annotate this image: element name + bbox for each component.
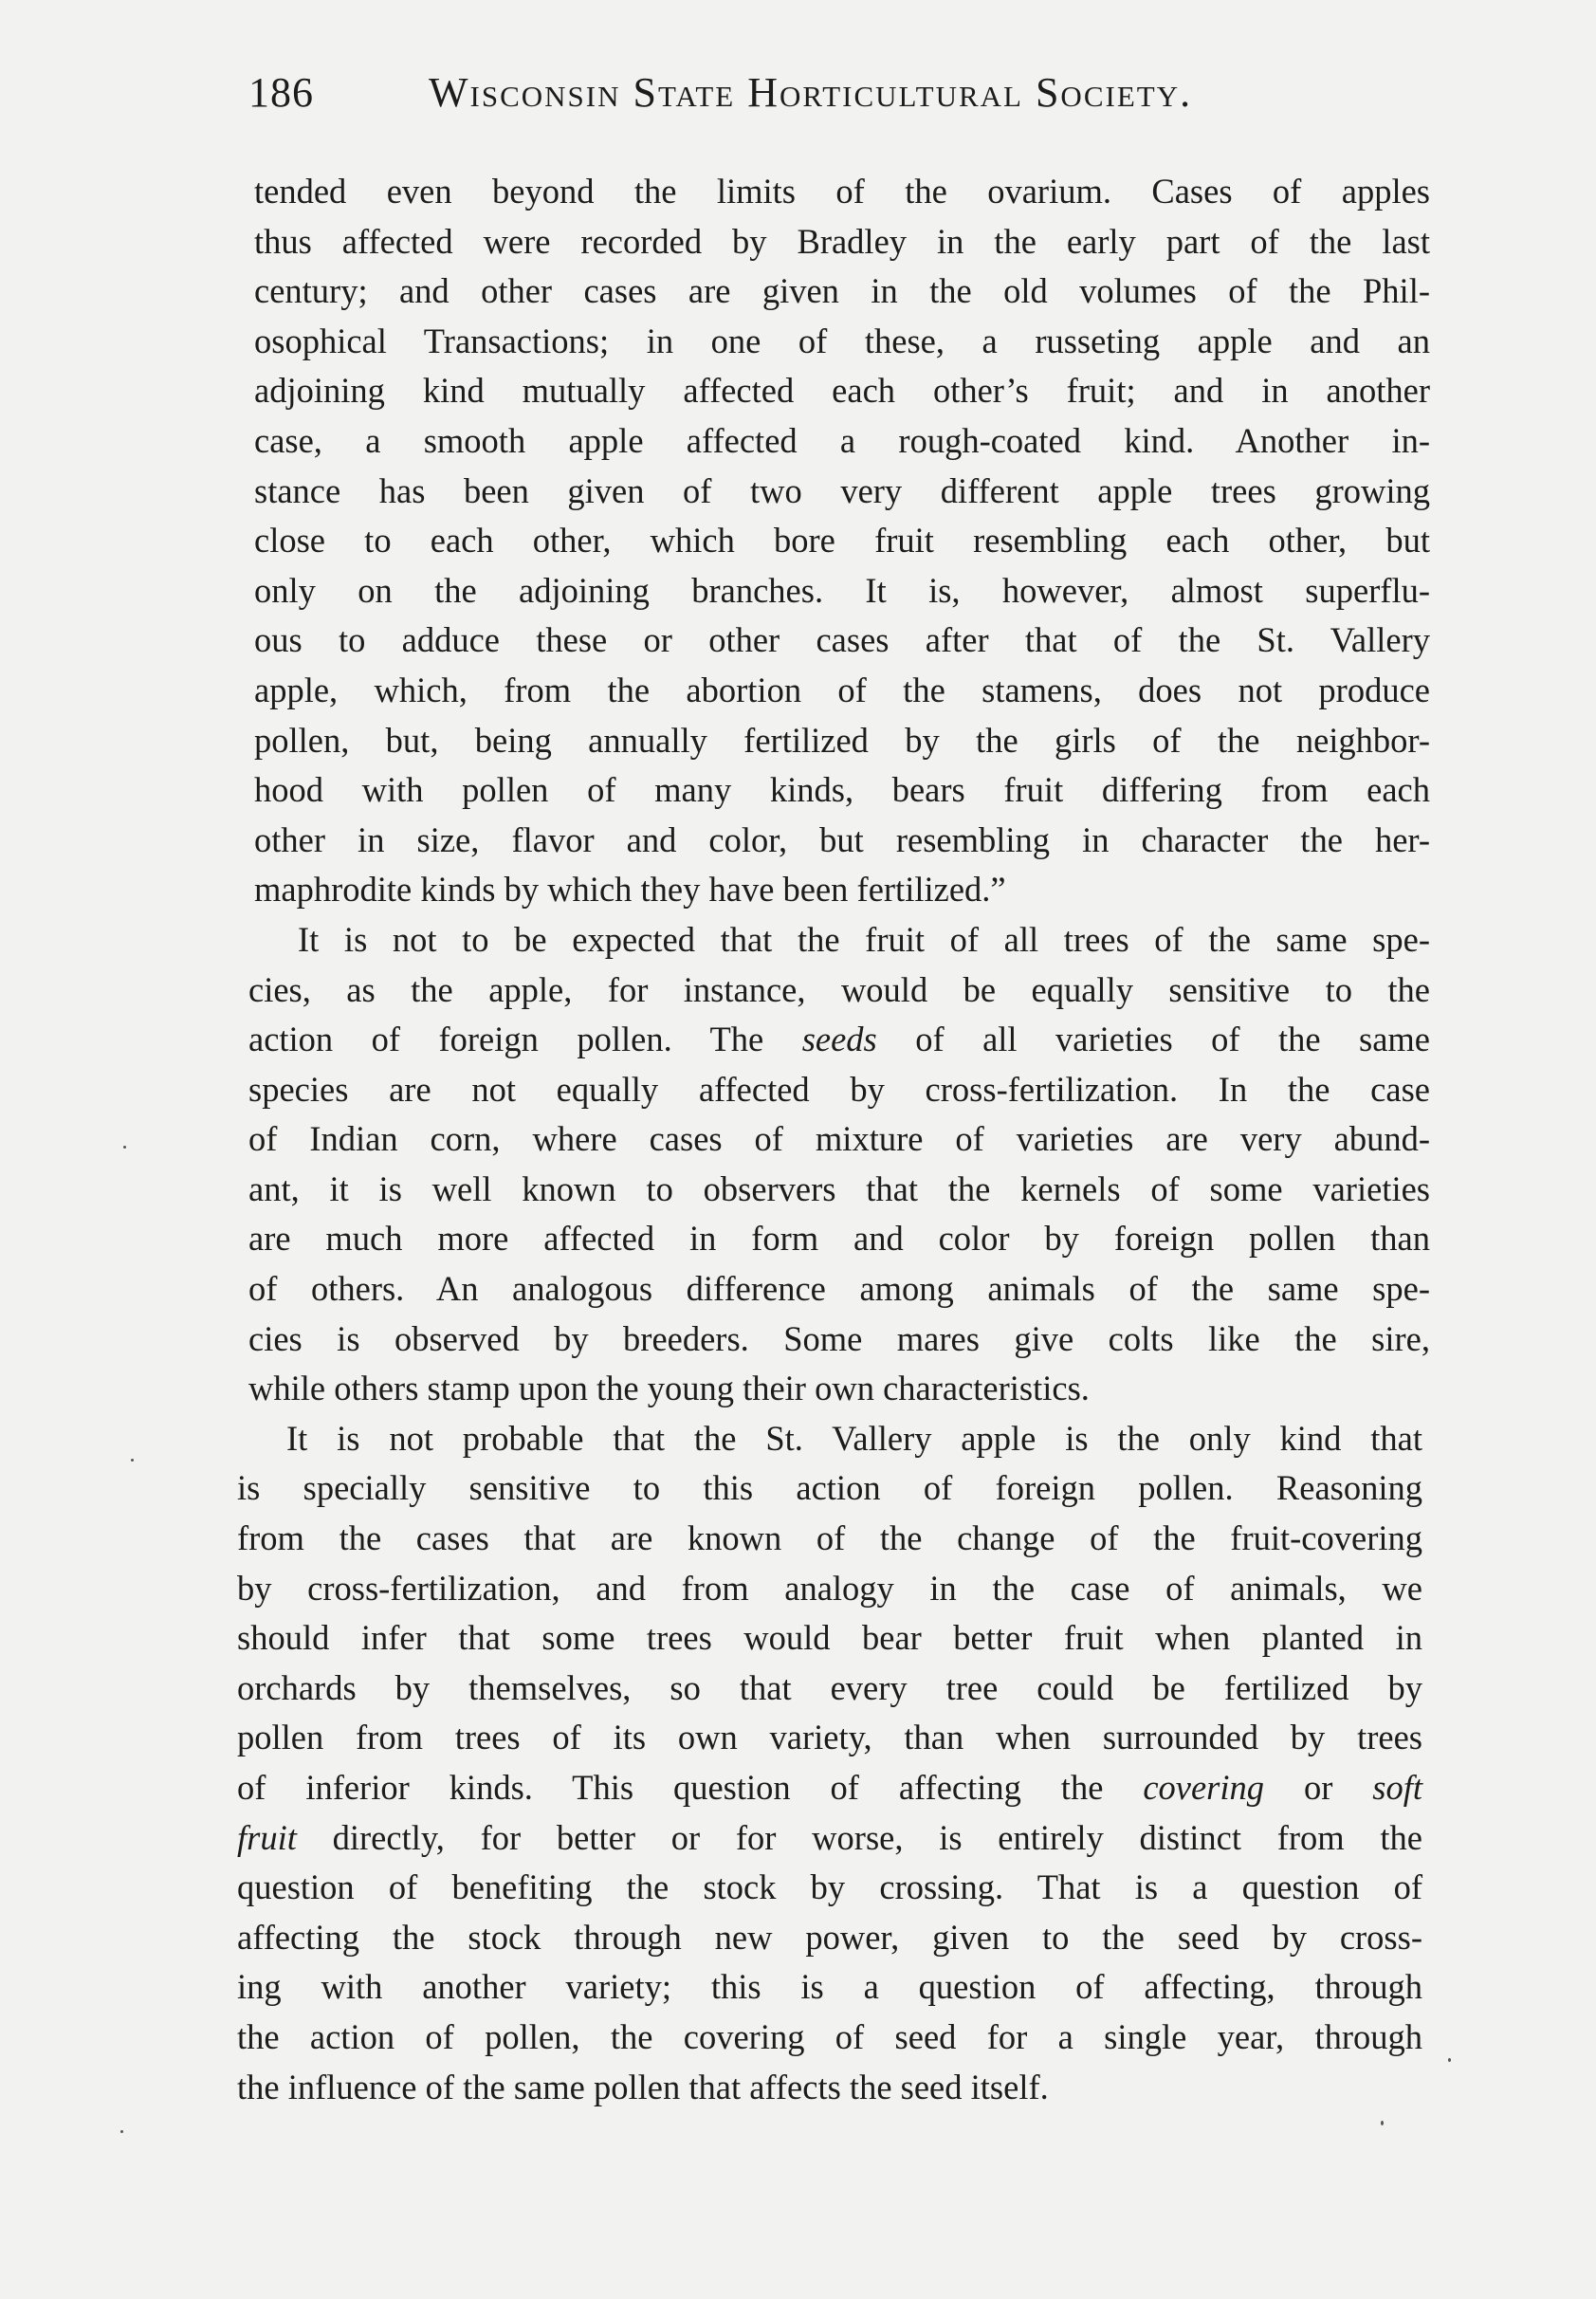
paragraph-3 [237, 1414, 1422, 2112]
text-line: apple, which, from the abortion of the stamens, does not produce [254, 670, 1430, 709]
text-line: ant, it is well known to observers that the kernels of some varieties [248, 1168, 1430, 1208]
running-title: Wisconsin State Horticultural Society. [429, 69, 1193, 116]
page-number: 186 [248, 69, 314, 116]
text-line: ing with another variety; this is a question of affecting, through [237, 1967, 1422, 2007]
text-line: ous to adduce these or other cases after that of the St. Vallery [254, 620, 1430, 660]
print-speck [1381, 2121, 1384, 2125]
text-line: osophical Transactions; in one of these, a russeting apple and an [254, 321, 1430, 360]
print-speck [131, 1459, 134, 1462]
text-line: the influence of the same pollen that affects the seed itself. [237, 2067, 1049, 2106]
text-segment: directly, for better or for worse, is entirely distinct from the [332, 1817, 1422, 1857]
text-line: It is not probable that the St. Vallery apple is the only kind that [286, 1418, 1422, 1458]
text-line: stance has been given of two very different apple trees growing [254, 470, 1430, 510]
text-line: the action of pollen, the covering of seed for a single year, through [237, 2016, 1422, 2056]
text-line: are much more affected in form and color by foreign pollen than [248, 1219, 1430, 1259]
text-line: only on the adjoining branches. It is, however, almost superflu- [254, 570, 1430, 610]
text-line-with-italic [248, 1015, 1430, 1065]
text-line: of Indian corn, where cases of mixture of varieties are very abund- [248, 1119, 1430, 1159]
text-line: affecting the stock through new power, given to the seed by cross- [237, 1917, 1422, 1957]
text-segment: of inferior kinds. This question of affecting the [237, 1768, 1104, 1807]
text-line-with-italic [237, 1763, 1422, 1813]
italic-word: covering [1143, 1768, 1265, 1807]
running-head [248, 61, 1311, 127]
text-line: is specially sensitive to this action of foreign pollen. Reasoning [237, 1468, 1422, 1508]
text-line: case, a smooth apple affected a rough-coated kind. Another in- [254, 420, 1430, 460]
text-line: orchards by themselves, so that every tree could be fertilized by [237, 1667, 1422, 1707]
text-line: question of benefiting the stock by crossing. That is a question of [237, 1867, 1422, 1907]
text-segment: of all varieties of the same [915, 1020, 1430, 1059]
paragraph-1 [254, 167, 1430, 915]
text-line: by cross-fertilization, and from analogy in the case of animals, we [237, 1568, 1422, 1608]
text-line: of others. An analogous difference among animals of the same spe- [248, 1269, 1430, 1309]
text-line: hood with pollen of many kinds, bears fruit differing from each [254, 770, 1430, 810]
print-speck [120, 2130, 123, 2133]
text-line: should infer that some trees would bear better fruit when planted in [237, 1618, 1422, 1658]
text-line: thus affected were recorded by Bradley in the early part of the last [254, 221, 1430, 261]
text-line: species are not equally affected by cross-fertilization. In the case [248, 1069, 1430, 1109]
body-text [228, 167, 1437, 2112]
print-speck [1448, 2058, 1451, 2062]
text-line: maphrodite kinds by which they have been fertilized.” [254, 870, 1006, 910]
text-line-with-italic [237, 1813, 1422, 1864]
italic-word: seeds [801, 1020, 877, 1059]
text-line: while others stamp upon the young their own characteristics. [248, 1369, 1090, 1408]
text-line: from the cases that are known of the change of the fruit-covering [237, 1518, 1422, 1558]
text-segment: action of foreign pollen. The [248, 1020, 764, 1059]
text-line: adjoining kind mutually affected each other’s fruit; and in another [254, 371, 1430, 411]
text-line: It is not to be expected that the fruit of all trees of the same spe- [298, 919, 1430, 959]
text-line: close to each other, which bore fruit resembling each other, but [254, 521, 1430, 561]
italic-word: soft [1372, 1768, 1423, 1807]
text-segment: or [1303, 1768, 1333, 1807]
italic-word: fruit [237, 1817, 297, 1857]
text-line: pollen from trees of its own variety, than when surrounded by trees [237, 1718, 1422, 1757]
text-line: tended even beyond the limits of the ovarium. Cases of apples [254, 172, 1430, 211]
print-speck [123, 1146, 126, 1149]
text-line: other in size, flavor and color, but resembling in character the her- [254, 819, 1430, 859]
text-line: cies is observed by breeders. Some mares give colts like the sire, [248, 1318, 1430, 1358]
paragraph-2 [248, 915, 1430, 1414]
text-line: pollen, but, being annually fertilized by the girls of the neighbor- [254, 720, 1430, 760]
text-line: cies, as the apple, for instance, would be equally sensitive to the [248, 969, 1430, 1009]
text-line: century; and other cases are given in the old volumes of the Phil- [254, 271, 1430, 311]
